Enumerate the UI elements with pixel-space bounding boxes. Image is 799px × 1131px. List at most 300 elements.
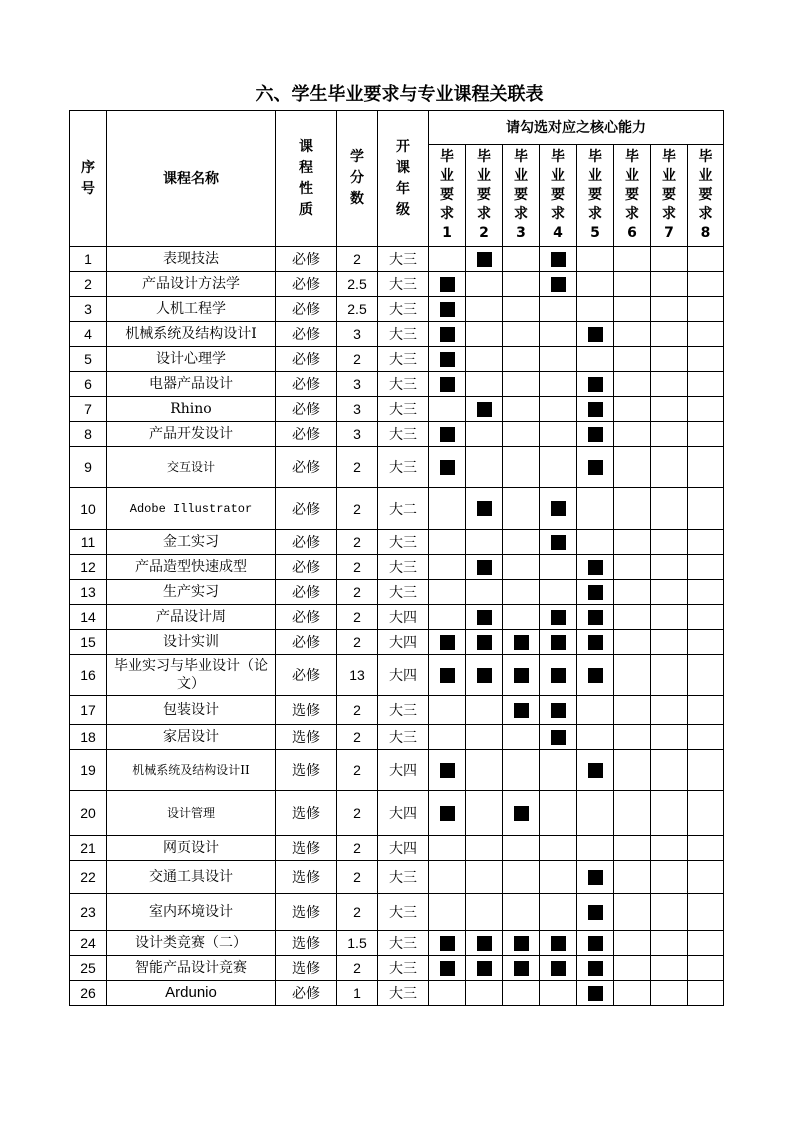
course-name: 网页设计 [107, 836, 276, 861]
header-requirement-5: 毕业要求5 [577, 145, 614, 247]
requirement-cell-7 [651, 447, 688, 488]
header-requirement-1: 毕业要求1 [429, 145, 466, 247]
check-mark-icon [440, 377, 455, 392]
course-nature: 选修 [276, 791, 337, 836]
course-grade: 大三 [378, 555, 429, 580]
check-mark-icon [588, 402, 603, 417]
requirement-cell-2 [466, 488, 503, 530]
table-row [70, 322, 724, 347]
requirement-cell-6 [614, 861, 651, 894]
course-credit: 1.5 [337, 931, 378, 956]
course-index: 14 [70, 605, 107, 630]
course-index: 24 [70, 931, 107, 956]
course-credit: 3 [337, 422, 378, 447]
requirement-cell-5 [577, 322, 614, 347]
check-mark-icon [440, 302, 455, 317]
requirement-cell-5 [577, 725, 614, 750]
header-requirement-2: 毕业要求2 [466, 145, 503, 247]
requirement-cell-2 [466, 836, 503, 861]
table-row [70, 725, 724, 750]
course-name: Adobe Illustrator [107, 488, 276, 530]
requirement-cell-2 [466, 297, 503, 322]
check-mark-icon [588, 460, 603, 475]
check-mark-icon [588, 560, 603, 575]
course-grade: 大三 [378, 447, 429, 488]
course-requirement-table [69, 110, 724, 1006]
course-name: 毕业实习与毕业设计（论文） [107, 655, 276, 696]
requirement-cell-3 [503, 725, 540, 750]
header-competency: 请勾选对应之核心能力 [429, 111, 724, 145]
requirement-cell-7 [651, 750, 688, 791]
course-index: 18 [70, 725, 107, 750]
requirement-cell-5 [577, 605, 614, 630]
requirement-cell-1 [429, 605, 466, 630]
course-name: 产品造型快速成型 [107, 555, 276, 580]
table-row [70, 272, 724, 297]
table-row [70, 605, 724, 630]
requirement-cell-4 [540, 605, 577, 630]
requirement-cell-3 [503, 981, 540, 1006]
requirement-cell-8 [688, 580, 724, 605]
course-name: Rhino [107, 397, 276, 422]
requirement-cell-8 [688, 931, 724, 956]
check-mark-icon [551, 252, 566, 267]
requirement-cell-2 [466, 372, 503, 397]
course-grade: 大三 [378, 322, 429, 347]
course-index: 7 [70, 397, 107, 422]
requirement-cell-2 [466, 861, 503, 894]
requirement-cell-8 [688, 347, 724, 372]
requirement-cell-4 [540, 655, 577, 696]
header-course-name: 课程名称 [107, 111, 276, 247]
table-row [70, 247, 724, 272]
course-grade: 大三 [378, 861, 429, 894]
check-mark-icon [440, 460, 455, 475]
requirement-cell-2 [466, 981, 503, 1006]
requirement-cell-3 [503, 580, 540, 605]
requirement-cell-5 [577, 397, 614, 422]
header-requirement-3: 毕业要求3 [503, 145, 540, 247]
course-name: 设计管理 [107, 791, 276, 836]
course-credit: 2 [337, 956, 378, 981]
course-grade: 大三 [378, 347, 429, 372]
course-index: 3 [70, 297, 107, 322]
requirement-cell-8 [688, 488, 724, 530]
requirement-cell-4 [540, 530, 577, 555]
check-mark-icon [551, 703, 566, 718]
requirement-cell-3 [503, 931, 540, 956]
requirement-cell-1 [429, 347, 466, 372]
course-name: 包装设计 [107, 696, 276, 725]
requirement-cell-8 [688, 630, 724, 655]
requirement-cell-5 [577, 272, 614, 297]
requirement-cell-4 [540, 630, 577, 655]
check-mark-icon [588, 986, 603, 1001]
requirement-cell-4 [540, 447, 577, 488]
course-nature: 必修 [276, 605, 337, 630]
requirement-cell-3 [503, 836, 540, 861]
course-index: 21 [70, 836, 107, 861]
course-credit: 2 [337, 861, 378, 894]
requirement-cell-7 [651, 297, 688, 322]
requirement-cell-8 [688, 981, 724, 1006]
course-nature: 必修 [276, 488, 337, 530]
check-mark-icon [588, 427, 603, 442]
course-credit: 2 [337, 580, 378, 605]
requirement-cell-6 [614, 347, 651, 372]
requirement-cell-6 [614, 488, 651, 530]
check-mark-icon [588, 936, 603, 951]
check-mark-icon [588, 763, 603, 778]
requirement-cell-4 [540, 725, 577, 750]
requirement-cell-1 [429, 322, 466, 347]
course-nature: 选修 [276, 894, 337, 931]
requirement-cell-6 [614, 272, 651, 297]
check-mark-icon [588, 585, 603, 600]
requirement-cell-2 [466, 555, 503, 580]
course-credit: 2.5 [337, 297, 378, 322]
requirement-cell-6 [614, 981, 651, 1006]
requirement-cell-8 [688, 530, 724, 555]
course-credit: 3 [337, 322, 378, 347]
course-credit: 13 [337, 655, 378, 696]
course-name: 表现技法 [107, 247, 276, 272]
table-row [70, 956, 724, 981]
requirement-cell-3 [503, 272, 540, 297]
requirement-cell-6 [614, 750, 651, 791]
course-nature: 必修 [276, 530, 337, 555]
course-name: 产品设计周 [107, 605, 276, 630]
course-nature: 选修 [276, 956, 337, 981]
check-mark-icon [551, 610, 566, 625]
requirement-cell-1 [429, 861, 466, 894]
course-index: 16 [70, 655, 107, 696]
check-mark-icon [440, 327, 455, 342]
requirement-cell-2 [466, 931, 503, 956]
requirement-cell-5 [577, 247, 614, 272]
requirement-cell-2 [466, 247, 503, 272]
requirement-cell-5 [577, 297, 614, 322]
requirement-cell-7 [651, 956, 688, 981]
requirement-cell-7 [651, 347, 688, 372]
requirement-cell-1 [429, 981, 466, 1006]
requirement-cell-6 [614, 791, 651, 836]
requirement-cell-4 [540, 931, 577, 956]
table-row [70, 630, 724, 655]
requirement-cell-5 [577, 488, 614, 530]
requirement-cell-2 [466, 447, 503, 488]
course-nature: 必修 [276, 630, 337, 655]
course-grade: 大三 [378, 530, 429, 555]
course-credit: 2 [337, 447, 378, 488]
check-mark-icon [477, 936, 492, 951]
course-name: 室内环境设计 [107, 894, 276, 931]
requirement-cell-4 [540, 836, 577, 861]
course-credit: 3 [337, 372, 378, 397]
course-credit: 1 [337, 981, 378, 1006]
course-nature: 选修 [276, 861, 337, 894]
requirement-cell-8 [688, 397, 724, 422]
requirement-cell-3 [503, 488, 540, 530]
requirement-cell-8 [688, 422, 724, 447]
check-mark-icon [440, 936, 455, 951]
course-index: 2 [70, 272, 107, 297]
requirement-cell-7 [651, 894, 688, 931]
requirement-cell-4 [540, 397, 577, 422]
check-mark-icon [588, 668, 603, 683]
requirement-cell-1 [429, 530, 466, 555]
course-name: 设计心理学 [107, 347, 276, 372]
requirement-cell-1 [429, 791, 466, 836]
requirement-cell-7 [651, 981, 688, 1006]
course-index: 20 [70, 791, 107, 836]
table-row [70, 488, 724, 530]
requirement-cell-2 [466, 397, 503, 422]
course-credit: 2 [337, 836, 378, 861]
requirement-cell-7 [651, 530, 688, 555]
course-name: 机械系统及结构设计II [107, 750, 276, 791]
requirement-cell-2 [466, 956, 503, 981]
check-mark-icon [514, 806, 529, 821]
header-index: 序号 [70, 111, 107, 247]
course-nature: 选修 [276, 931, 337, 956]
check-mark-icon [477, 252, 492, 267]
requirement-cell-8 [688, 372, 724, 397]
course-index: 19 [70, 750, 107, 791]
requirement-cell-2 [466, 322, 503, 347]
requirement-cell-1 [429, 725, 466, 750]
course-nature: 选修 [276, 836, 337, 861]
requirement-cell-1 [429, 247, 466, 272]
check-mark-icon [440, 961, 455, 976]
check-mark-icon [514, 961, 529, 976]
course-credit: 3 [337, 397, 378, 422]
course-nature: 必修 [276, 372, 337, 397]
check-mark-icon [514, 703, 529, 718]
requirement-cell-3 [503, 791, 540, 836]
requirement-cell-2 [466, 696, 503, 725]
requirement-cell-5 [577, 981, 614, 1006]
course-name: 金工实习 [107, 530, 276, 555]
requirement-cell-4 [540, 894, 577, 931]
requirement-cell-6 [614, 372, 651, 397]
requirement-cell-1 [429, 630, 466, 655]
requirement-cell-5 [577, 836, 614, 861]
course-index: 13 [70, 580, 107, 605]
requirement-cell-6 [614, 725, 651, 750]
course-grade: 大四 [378, 655, 429, 696]
check-mark-icon [514, 635, 529, 650]
requirement-cell-7 [651, 272, 688, 297]
check-mark-icon [551, 936, 566, 951]
course-grade: 大三 [378, 272, 429, 297]
course-nature: 必修 [276, 297, 337, 322]
check-mark-icon [551, 535, 566, 550]
requirement-cell-1 [429, 397, 466, 422]
course-grade: 大三 [378, 247, 429, 272]
course-credit: 2 [337, 605, 378, 630]
requirement-cell-3 [503, 297, 540, 322]
check-mark-icon [440, 352, 455, 367]
requirement-cell-1 [429, 372, 466, 397]
table-row [70, 981, 724, 1006]
requirement-cell-6 [614, 836, 651, 861]
requirement-cell-8 [688, 555, 724, 580]
requirement-cell-2 [466, 422, 503, 447]
course-name: 交通工具设计 [107, 861, 276, 894]
course-index: 17 [70, 696, 107, 725]
header-credit: 学分数 [337, 111, 378, 247]
course-grade: 大四 [378, 791, 429, 836]
table-row [70, 931, 724, 956]
course-grade: 大三 [378, 696, 429, 725]
course-name: 机械系统及结构设计I [107, 322, 276, 347]
course-credit: 2 [337, 791, 378, 836]
requirement-cell-8 [688, 861, 724, 894]
table-row [70, 530, 724, 555]
requirement-cell-6 [614, 956, 651, 981]
requirement-cell-5 [577, 422, 614, 447]
header-requirement-6: 毕业要求6 [614, 145, 651, 247]
requirement-cell-2 [466, 630, 503, 655]
requirement-cell-8 [688, 836, 724, 861]
table-row [70, 894, 724, 931]
requirement-cell-3 [503, 247, 540, 272]
check-mark-icon [440, 668, 455, 683]
requirement-cell-6 [614, 931, 651, 956]
requirement-cell-3 [503, 372, 540, 397]
page-title: 六、学生毕业要求与专业课程关联表 [255, 84, 544, 105]
requirement-cell-2 [466, 530, 503, 555]
requirement-cell-4 [540, 322, 577, 347]
table-row [70, 696, 724, 725]
course-nature: 必修 [276, 555, 337, 580]
requirement-cell-5 [577, 696, 614, 725]
requirement-cell-1 [429, 297, 466, 322]
requirement-cell-4 [540, 297, 577, 322]
requirement-cell-3 [503, 530, 540, 555]
check-mark-icon [477, 961, 492, 976]
requirement-cell-8 [688, 297, 724, 322]
requirement-cell-8 [688, 447, 724, 488]
table-row [70, 297, 724, 322]
requirement-cell-3 [503, 655, 540, 696]
header-course-nature: 课程性质 [276, 111, 337, 247]
requirement-cell-5 [577, 655, 614, 696]
course-name: 生产实习 [107, 580, 276, 605]
requirement-cell-4 [540, 696, 577, 725]
check-mark-icon [588, 327, 603, 342]
check-mark-icon [477, 610, 492, 625]
requirement-cell-3 [503, 861, 540, 894]
table-row [70, 372, 724, 397]
check-mark-icon [440, 277, 455, 292]
requirement-cell-6 [614, 655, 651, 696]
check-mark-icon [477, 501, 492, 516]
requirement-cell-8 [688, 605, 724, 630]
requirement-cell-4 [540, 981, 577, 1006]
course-name: 电器产品设计 [107, 372, 276, 397]
requirement-cell-1 [429, 488, 466, 530]
requirement-cell-5 [577, 530, 614, 555]
course-index: 22 [70, 861, 107, 894]
check-mark-icon [551, 277, 566, 292]
requirement-cell-3 [503, 397, 540, 422]
requirement-cell-3 [503, 956, 540, 981]
requirement-cell-4 [540, 488, 577, 530]
requirement-cell-8 [688, 725, 724, 750]
course-nature: 必修 [276, 422, 337, 447]
table-row [70, 555, 724, 580]
requirement-cell-7 [651, 488, 688, 530]
requirement-cell-6 [614, 297, 651, 322]
requirement-cell-6 [614, 696, 651, 725]
requirement-cell-3 [503, 630, 540, 655]
table-row [70, 791, 724, 836]
course-nature: 必修 [276, 397, 337, 422]
table-row [70, 750, 724, 791]
course-grade: 大三 [378, 725, 429, 750]
check-mark-icon [440, 635, 455, 650]
requirement-cell-2 [466, 894, 503, 931]
check-mark-icon [551, 730, 566, 745]
requirement-cell-1 [429, 580, 466, 605]
check-mark-icon [440, 806, 455, 821]
requirement-cell-8 [688, 696, 724, 725]
requirement-cell-4 [540, 861, 577, 894]
requirement-cell-1 [429, 655, 466, 696]
course-credit: 2 [337, 725, 378, 750]
check-mark-icon [551, 668, 566, 683]
requirement-cell-6 [614, 397, 651, 422]
check-mark-icon [551, 961, 566, 976]
requirement-cell-8 [688, 750, 724, 791]
course-index: 26 [70, 981, 107, 1006]
check-mark-icon [551, 501, 566, 516]
requirement-cell-5 [577, 347, 614, 372]
requirement-cell-5 [577, 630, 614, 655]
course-grade: 大三 [378, 981, 429, 1006]
requirement-cell-7 [651, 696, 688, 725]
course-index: 1 [70, 247, 107, 272]
course-nature: 必修 [276, 580, 337, 605]
table-row [70, 347, 724, 372]
course-credit: 2 [337, 555, 378, 580]
course-index: 10 [70, 488, 107, 530]
requirement-cell-7 [651, 655, 688, 696]
course-nature: 选修 [276, 725, 337, 750]
table-row [70, 861, 724, 894]
check-mark-icon [477, 635, 492, 650]
requirement-cell-8 [688, 791, 724, 836]
requirement-cell-4 [540, 791, 577, 836]
requirement-cell-1 [429, 956, 466, 981]
requirement-cell-1 [429, 836, 466, 861]
requirement-cell-5 [577, 861, 614, 894]
requirement-cell-8 [688, 272, 724, 297]
check-mark-icon [588, 635, 603, 650]
course-index: 11 [70, 530, 107, 555]
requirement-cell-6 [614, 322, 651, 347]
course-grade: 大三 [378, 297, 429, 322]
course-index: 6 [70, 372, 107, 397]
course-nature: 必修 [276, 322, 337, 347]
check-mark-icon [477, 560, 492, 575]
requirement-cell-7 [651, 322, 688, 347]
requirement-cell-7 [651, 791, 688, 836]
header-requirement-7: 毕业要求7 [651, 145, 688, 247]
requirement-cell-8 [688, 894, 724, 931]
